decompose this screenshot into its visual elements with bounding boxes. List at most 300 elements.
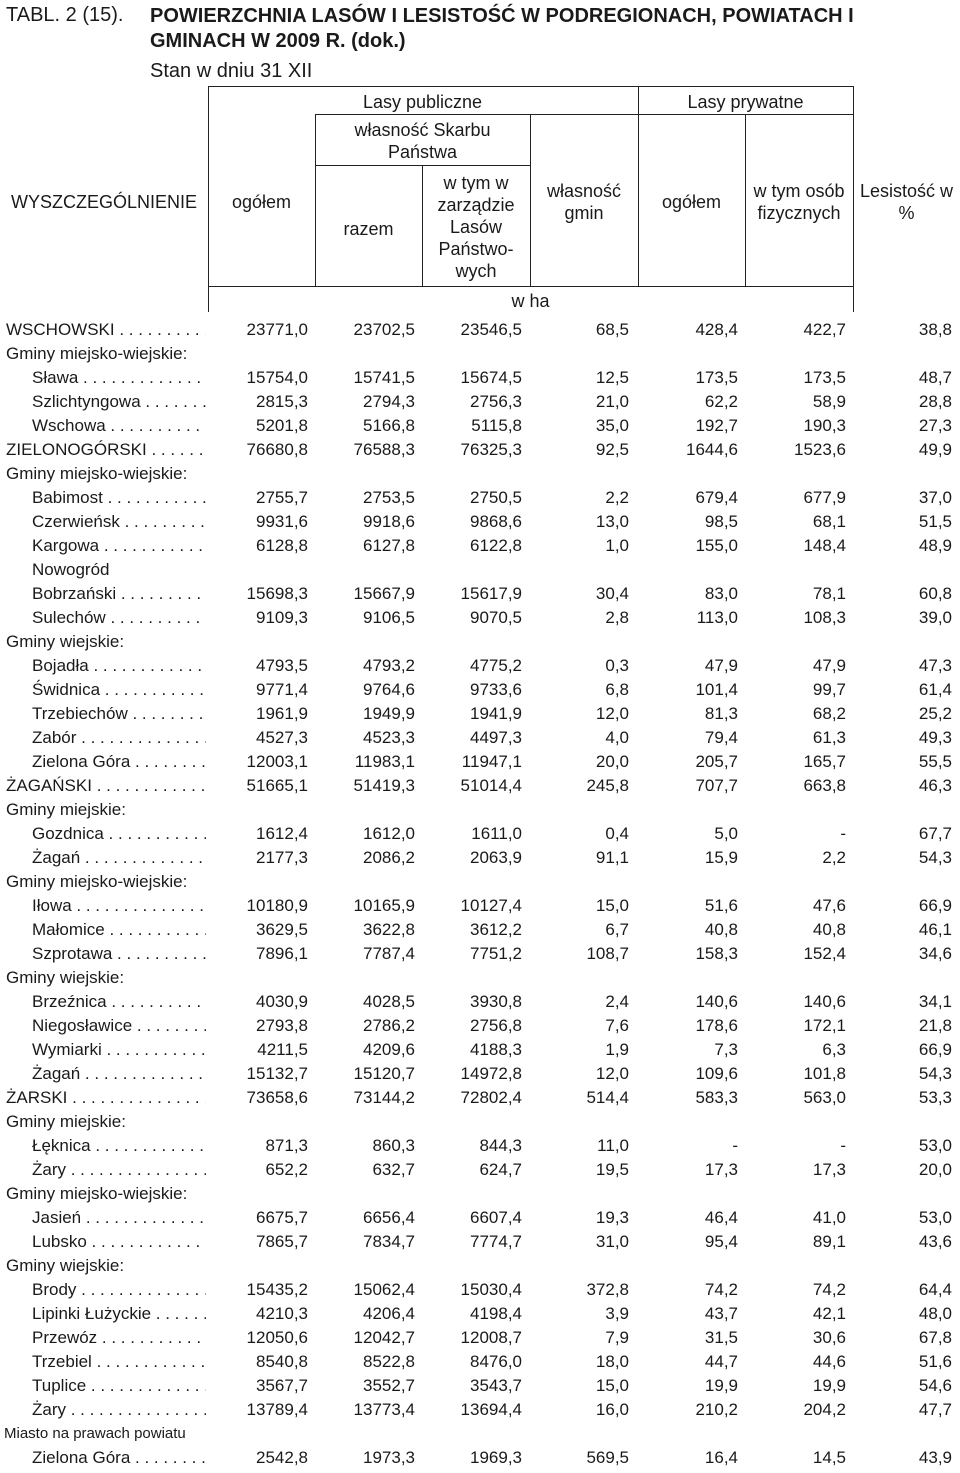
cell-zarzadzie-lp: 3543,7 <box>470 1376 522 1395</box>
cell-ogolem: 7896,1 <box>256 944 308 963</box>
cell-wlasnosc-gmin: 12,5 <box>595 368 629 387</box>
cell-wlasnosc-gmin: 0,3 <box>605 656 629 675</box>
col-lasy-publiczne: Lasy publiczne <box>362 92 483 112</box>
cell-prywatne-ogolem: 109,6 <box>695 1064 738 1083</box>
leader-dots <box>103 488 206 507</box>
cell-osob-fizycznych: 101,8 <box>803 1064 846 1083</box>
leader-dots <box>86 1376 206 1395</box>
cell-zarzadzie-lp: 3930,8 <box>470 992 522 1011</box>
row-label-text: Gminy miejskie: <box>6 800 126 819</box>
leader-dots <box>102 1040 206 1059</box>
cell-lesistosc: 46,3 <box>918 776 952 795</box>
row-label-text: Szprotawa <box>32 944 113 963</box>
col-w-tym-zarzadzie: w tym w zarządzie Lasów Państwo-wych <box>437 173 515 281</box>
leader-dots <box>80 848 206 867</box>
cell-zarzadzie-lp: 2063,9 <box>470 848 522 867</box>
row-label <box>6 774 206 798</box>
cell-zarzadzie-lp: 72802,4 <box>460 1088 522 1107</box>
cell-prywatne-ogolem: 15,9 <box>704 848 738 867</box>
row-label <box>6 1086 206 1110</box>
cell-osob-fizycznych: - <box>840 1136 846 1155</box>
cell-razem: 2086,2 <box>363 848 415 867</box>
row-label-text: Kargowa <box>32 536 100 555</box>
row-label <box>32 1158 206 1182</box>
leader-dots <box>92 776 206 795</box>
cell-razem: 15120,7 <box>353 1064 415 1083</box>
table-row <box>0 1014 960 1038</box>
cell-razem: 73144,2 <box>353 1088 415 1107</box>
table-row <box>0 1374 960 1398</box>
cell-razem: 5166,8 <box>363 416 415 435</box>
cell-zarzadzie-lp: 13694,4 <box>460 1400 522 1419</box>
cell-ogolem: 9931,6 <box>256 512 308 531</box>
section-heading <box>0 1110 960 1134</box>
cell-ogolem: 9109,3 <box>256 608 308 627</box>
row-label-text: Szlichtyngowa <box>32 392 141 411</box>
cell-lesistosc: 51,6 <box>918 1352 952 1371</box>
row-label-text: Bojadła <box>32 656 89 675</box>
leader-dots <box>112 944 206 963</box>
cell-ogolem: 2815,3 <box>256 392 308 411</box>
row-label-text: ŻAGAŃSKI <box>6 776 92 795</box>
cell-razem: 3622,8 <box>363 920 415 939</box>
cell-ogolem: 871,3 <box>265 1136 308 1155</box>
cell-zarzadzie-lp: 1611,0 <box>471 824 522 843</box>
section-heading <box>0 798 960 822</box>
cell-prywatne-ogolem: 74,2 <box>704 1280 738 1299</box>
cell-lesistosc: 39,0 <box>918 608 952 627</box>
row-label <box>32 726 206 750</box>
cell-wlasnosc-gmin: 19,5 <box>595 1160 629 1179</box>
row-label <box>32 558 206 582</box>
cell-ogolem: 76680,8 <box>246 440 308 459</box>
cell-osob-fizycznych: 152,4 <box>803 944 846 963</box>
cell-razem: 2753,5 <box>363 488 415 507</box>
cell-ogolem: 15435,2 <box>246 1280 308 1299</box>
cell-zarzadzie-lp: 9070,5 <box>470 608 522 627</box>
row-label <box>32 486 206 510</box>
row-label <box>32 390 206 414</box>
leader-dots <box>89 656 206 675</box>
section-heading <box>0 966 960 990</box>
table-row <box>0 1398 960 1422</box>
row-label <box>32 534 206 558</box>
cell-osob-fizycznych: 422,7 <box>803 320 846 339</box>
cell-razem: 6127,8 <box>363 536 415 555</box>
table-row <box>0 606 960 630</box>
row-label <box>6 870 211 894</box>
cell-wlasnosc-gmin: 21,0 <box>595 392 629 411</box>
cell-wlasnosc-gmin: 1,0 <box>605 536 629 555</box>
cell-prywatne-ogolem: 707,7 <box>695 776 738 795</box>
leader-dots <box>106 416 206 435</box>
cell-razem: 2794,3 <box>363 392 415 411</box>
cell-zarzadzie-lp: 4198,4 <box>470 1304 522 1323</box>
cell-razem: 76588,3 <box>353 440 415 459</box>
cell-prywatne-ogolem: 17,3 <box>704 1160 738 1179</box>
row-label-text: Wymiarki <box>32 1040 102 1059</box>
cell-lesistosc: 49,3 <box>918 728 952 747</box>
section-heading <box>0 462 960 486</box>
cell-ogolem: 1612,4 <box>256 824 308 843</box>
leader-dots <box>105 920 206 939</box>
cell-zarzadzie-lp: 51014,4 <box>460 776 522 795</box>
header-vline-4 <box>530 114 531 286</box>
cell-osob-fizycznych: 44,6 <box>812 1352 846 1371</box>
table-row <box>0 1278 960 1302</box>
cell-lesistosc: 66,9 <box>918 1040 952 1059</box>
cell-lesistosc: 53,0 <box>918 1208 952 1227</box>
cell-osob-fizycznych: 47,6 <box>812 896 846 915</box>
leader-dots <box>76 728 206 747</box>
cell-ogolem: 6675,7 <box>256 1208 308 1227</box>
section-heading <box>0 1422 960 1446</box>
col-wyszczegolnienie: WYSZCZEGÓLNIENIE <box>10 192 198 212</box>
cell-prywatne-ogolem: 62,2 <box>704 392 738 411</box>
cell-zarzadzie-lp: 7774,7 <box>470 1232 522 1251</box>
row-label <box>32 1038 206 1062</box>
table-row <box>0 582 960 606</box>
cell-zarzadzie-lp: 1941,9 <box>470 704 522 723</box>
row-label <box>6 1110 211 1134</box>
table-row <box>0 1206 960 1230</box>
cell-prywatne-ogolem: 583,3 <box>695 1088 738 1107</box>
table-row <box>0 822 960 846</box>
col-ogolem: ogółem <box>231 192 292 212</box>
row-label <box>4 1422 209 1446</box>
row-label-text: Świdnica <box>32 680 101 699</box>
row-label-text: Iłowa <box>32 896 72 915</box>
header-rule-publiczne <box>315 114 638 115</box>
row-label <box>32 582 206 606</box>
cell-ogolem: 2793,8 <box>256 1016 308 1035</box>
cell-lesistosc: 54,3 <box>918 848 952 867</box>
table-row <box>0 918 960 942</box>
row-label-text: Zabór <box>32 728 77 747</box>
header-vline-5 <box>638 86 639 286</box>
cell-razem: 860,3 <box>372 1136 415 1155</box>
cell-ogolem: 7865,7 <box>256 1232 308 1251</box>
table-row <box>0 750 960 774</box>
cell-prywatne-ogolem: 51,6 <box>704 896 738 915</box>
cell-ogolem: 2755,7 <box>256 488 308 507</box>
cell-prywatne-ogolem: 113,0 <box>696 608 738 627</box>
row-label <box>32 414 206 438</box>
cell-prywatne-ogolem: 101,4 <box>695 680 738 699</box>
row-label <box>32 1446 206 1470</box>
cell-wlasnosc-gmin: 19,3 <box>595 1208 629 1227</box>
cell-zarzadzie-lp: 23546,5 <box>460 320 522 339</box>
row-label <box>32 1326 206 1350</box>
header-vline-3 <box>422 165 423 286</box>
col-ogolem-prywatne: ogółem <box>661 192 722 212</box>
row-label-text: WSCHOWSKI <box>6 320 115 339</box>
table-row <box>0 486 960 510</box>
table-row <box>0 654 960 678</box>
cell-ogolem: 23771,0 <box>246 320 308 339</box>
header-vline-2 <box>315 114 316 286</box>
cell-prywatne-ogolem: 158,3 <box>695 944 738 963</box>
cell-razem: 15741,5 <box>353 368 415 387</box>
cell-zarzadzie-lp: 12008,7 <box>460 1328 522 1347</box>
col-lasy-prywatne: Lasy prywatne <box>687 92 804 112</box>
cell-osob-fizycznych: 173,5 <box>803 368 846 387</box>
cell-wlasnosc-gmin: 16,0 <box>595 1400 629 1419</box>
cell-zarzadzie-lp: 4497,3 <box>470 728 522 747</box>
row-label <box>32 1062 206 1086</box>
cell-prywatne-ogolem: 428,4 <box>695 320 738 339</box>
cell-zarzadzie-lp: 5115,8 <box>471 416 522 435</box>
row-label-text: Gozdnica <box>32 824 104 843</box>
row-label <box>32 654 206 678</box>
cell-razem: 8522,8 <box>363 1352 415 1371</box>
table-row <box>0 510 960 534</box>
cell-razem: 3552,7 <box>363 1376 415 1395</box>
row-label-text: Gminy miejskie: <box>6 1112 126 1131</box>
cell-zarzadzie-lp: 15617,9 <box>460 584 522 603</box>
cell-zarzadzie-lp: 15030,4 <box>460 1280 522 1299</box>
cell-ogolem: 3567,7 <box>256 1376 308 1395</box>
row-label <box>32 750 206 774</box>
cell-osob-fizycznych: 19,9 <box>812 1376 846 1395</box>
row-label-text: ŻARSKI <box>6 1088 68 1107</box>
cell-lesistosc: 21,8 <box>918 1016 952 1035</box>
cell-prywatne-ogolem: 95,4 <box>704 1232 738 1251</box>
row-label <box>32 822 206 846</box>
cell-ogolem: 4030,9 <box>256 992 308 1011</box>
row-label <box>32 510 206 534</box>
cell-osob-fizycznych: 2,2 <box>822 848 846 867</box>
cell-ogolem: 15698,3 <box>246 584 308 603</box>
cell-ogolem: 4211,5 <box>257 1040 308 1059</box>
cell-ogolem: 4527,3 <box>256 728 308 747</box>
leader-dots <box>130 1448 206 1467</box>
table-row <box>0 318 960 342</box>
leader-dots <box>141 392 206 411</box>
cell-lesistosc: 38,8 <box>918 320 952 339</box>
table-row <box>0 846 960 870</box>
cell-lesistosc: 46,1 <box>918 920 952 939</box>
table-row <box>0 678 960 702</box>
cell-lesistosc: 25,2 <box>918 704 952 723</box>
cell-osob-fizycznych: 99,7 <box>812 680 846 699</box>
cell-wlasnosc-gmin: 20,0 <box>595 752 629 771</box>
cell-ogolem: 652,2 <box>265 1160 308 1179</box>
leader-dots <box>151 1304 206 1323</box>
leader-dots <box>120 512 206 531</box>
table-row <box>0 1038 960 1062</box>
leader-dots <box>132 1016 206 1035</box>
leader-dots <box>87 1232 206 1251</box>
cell-ogolem: 15132,7 <box>246 1064 308 1083</box>
row-label <box>32 894 206 918</box>
cell-ogolem: 13789,4 <box>246 1400 308 1419</box>
leader-dots <box>107 992 206 1011</box>
cell-wlasnosc-gmin: 12,0 <box>595 1064 629 1083</box>
cell-wlasnosc-gmin: 6,7 <box>605 920 629 939</box>
row-label <box>32 918 206 942</box>
cell-wlasnosc-gmin: 92,5 <box>595 440 629 459</box>
row-label <box>6 1254 211 1278</box>
leader-dots <box>128 704 206 723</box>
row-label <box>32 1302 206 1326</box>
row-label <box>6 630 211 654</box>
cell-prywatne-ogolem: 43,7 <box>704 1304 738 1323</box>
cell-wlasnosc-gmin: 91,1 <box>595 848 629 867</box>
cell-wlasnosc-gmin: 7,9 <box>605 1328 629 1347</box>
row-label-text: Trzebiel <box>32 1352 92 1371</box>
cell-wlasnosc-gmin: 2,4 <box>605 992 629 1011</box>
row-label-text: Gminy miejsko-wiejskie: <box>6 344 188 363</box>
cell-wlasnosc-gmin: 245,8 <box>586 776 629 795</box>
cell-osob-fizycznych: 663,8 <box>803 776 846 795</box>
leader-dots <box>115 320 206 339</box>
cell-prywatne-ogolem: 1644,6 <box>686 440 738 459</box>
cell-wlasnosc-gmin: 15,0 <box>595 1376 629 1395</box>
cell-osob-fizycznych: 204,2 <box>803 1400 846 1419</box>
cell-lesistosc: 54,6 <box>918 1376 952 1395</box>
leader-dots <box>72 896 206 915</box>
cell-osob-fizycznych: 677,9 <box>803 488 846 507</box>
row-label <box>32 1014 206 1038</box>
leader-dots <box>116 584 206 603</box>
row-label-text: Wschowa <box>32 416 106 435</box>
row-label-text: Zielona Góra <box>32 752 131 771</box>
cell-lesistosc: 47,3 <box>918 656 952 675</box>
table-row <box>0 390 960 414</box>
row-label-text: Brzeźnica <box>32 992 107 1011</box>
cell-osob-fizycznych: 40,8 <box>812 920 846 939</box>
cell-zarzadzie-lp: 7751,2 <box>470 944 522 963</box>
cell-ogolem: 4793,5 <box>256 656 308 675</box>
cell-lesistosc: 34,1 <box>918 992 952 1011</box>
cell-razem: 4028,5 <box>363 992 415 1011</box>
col-lesistosc: Lesistość w % <box>859 181 954 223</box>
cell-ogolem: 73658,6 <box>246 1088 308 1107</box>
cell-lesistosc: 54,3 <box>918 1064 952 1083</box>
col-wlasnosc-skarbu: własność Skarbu Państwa <box>354 120 491 162</box>
row-label <box>6 1182 211 1206</box>
table-row <box>0 1062 960 1086</box>
cell-wlasnosc-gmin: 30,4 <box>595 584 629 603</box>
cell-razem: 12042,7 <box>353 1328 415 1347</box>
cell-osob-fizycznych: 30,6 <box>812 1328 846 1347</box>
cell-razem: 9106,5 <box>363 608 415 627</box>
table-row <box>0 1326 960 1350</box>
row-label-text: ZIELONOGÓRSKI <box>6 440 147 459</box>
cell-razem: 1973,3 <box>363 1448 415 1467</box>
leader-dots <box>80 1064 206 1083</box>
cell-osob-fizycznych: 140,6 <box>803 992 846 1011</box>
cell-osob-fizycznych: 58,9 <box>812 392 846 411</box>
cell-ogolem: 2177,3 <box>256 848 308 867</box>
cell-ogolem: 9771,4 <box>256 680 308 699</box>
leader-dots <box>97 1328 206 1347</box>
cell-razem: 11983,1 <box>354 752 415 771</box>
row-label-text: Trzebiechów <box>32 704 128 723</box>
col-wlasnosc-gmin: własność gmin <box>546 181 622 223</box>
cell-razem: 1612,0 <box>363 824 415 843</box>
cell-osob-fizycznych: 14,5 <box>812 1448 846 1467</box>
cell-razem: 10165,9 <box>353 896 415 915</box>
row-label-text: Żagań <box>32 1064 81 1083</box>
cell-lesistosc: 43,6 <box>918 1232 952 1251</box>
cell-prywatne-ogolem: 79,4 <box>704 728 738 747</box>
cell-zarzadzie-lp: 624,7 <box>479 1160 522 1179</box>
col-w-tym-osob: w tym osób fizycznych <box>753 181 845 223</box>
cell-razem: 1949,9 <box>363 704 415 723</box>
cell-osob-fizycznych: - <box>840 824 846 843</box>
table-row <box>0 1230 960 1254</box>
cell-razem: 7834,7 <box>363 1232 415 1251</box>
row-label-text: Żary <box>32 1160 66 1179</box>
table-row <box>0 1302 960 1326</box>
row-label-text: Tuplice <box>32 1376 87 1395</box>
cell-osob-fizycznych: 47,9 <box>812 656 846 675</box>
leader-dots <box>99 536 206 555</box>
cell-razem: 4793,2 <box>363 656 415 675</box>
cell-ogolem: 8540,8 <box>256 1352 308 1371</box>
cell-zarzadzie-lp: 844,3 <box>479 1136 522 1155</box>
cell-lesistosc: 48,9 <box>918 536 952 555</box>
cell-lesistosc: 37,0 <box>918 488 952 507</box>
row-label-text: Babimost <box>32 488 103 507</box>
table-number: TABL. 2 (15). <box>6 4 124 26</box>
cell-prywatne-ogolem: 205,7 <box>695 752 738 771</box>
cell-razem: 13773,4 <box>353 1400 415 1419</box>
leader-dots <box>76 1280 206 1299</box>
cell-wlasnosc-gmin: 12,0 <box>595 704 629 723</box>
cell-osob-fizycznych: 172,1 <box>803 1016 846 1035</box>
cell-osob-fizycznych: 68,2 <box>812 704 846 723</box>
cell-osob-fizycznych: 165,7 <box>803 752 846 771</box>
table-subtitle: Stan w dniu 31 XII <box>150 60 313 82</box>
cell-lesistosc: 61,4 <box>918 680 952 699</box>
table-body <box>0 318 960 1470</box>
cell-prywatne-ogolem: 7,3 <box>714 1040 738 1059</box>
cell-lesistosc: 47,7 <box>918 1400 952 1419</box>
cell-osob-fizycznych: 108,3 <box>803 608 846 627</box>
cell-zarzadzie-lp: 4188,3 <box>470 1040 522 1059</box>
cell-ogolem: 4210,3 <box>256 1304 308 1323</box>
cell-zarzadzie-lp: 2756,3 <box>470 392 522 411</box>
row-label <box>32 606 206 630</box>
table-row <box>0 438 960 462</box>
section-heading <box>0 630 960 654</box>
cell-razem: 15062,4 <box>353 1280 415 1299</box>
cell-wlasnosc-gmin: 15,0 <box>595 896 629 915</box>
row-label-text: Brody <box>32 1280 77 1299</box>
cell-prywatne-ogolem: 83,0 <box>704 584 738 603</box>
row-label <box>32 1350 206 1374</box>
leader-dots <box>92 1352 206 1371</box>
table-row <box>0 1086 960 1110</box>
cell-zarzadzie-lp: 3612,2 <box>470 920 522 939</box>
cell-prywatne-ogolem: 47,9 <box>704 656 738 675</box>
cell-ogolem: 1961,9 <box>256 704 308 723</box>
cell-wlasnosc-gmin: 2,8 <box>605 608 629 627</box>
row-label-text: Gminy wiejskie: <box>6 1256 125 1275</box>
cell-zarzadzie-lp: 9868,6 <box>470 512 522 531</box>
cell-wlasnosc-gmin: 108,7 <box>586 944 629 963</box>
cell-wlasnosc-gmin: 13,0 <box>595 512 629 531</box>
cell-lesistosc: 27,3 <box>918 416 952 435</box>
row-label-text: Żary <box>32 1400 66 1419</box>
cell-wlasnosc-gmin: 4,0 <box>605 728 629 747</box>
cell-razem: 9918,6 <box>363 512 415 531</box>
cell-wlasnosc-gmin: 372,8 <box>586 1280 629 1299</box>
table-row <box>0 894 960 918</box>
